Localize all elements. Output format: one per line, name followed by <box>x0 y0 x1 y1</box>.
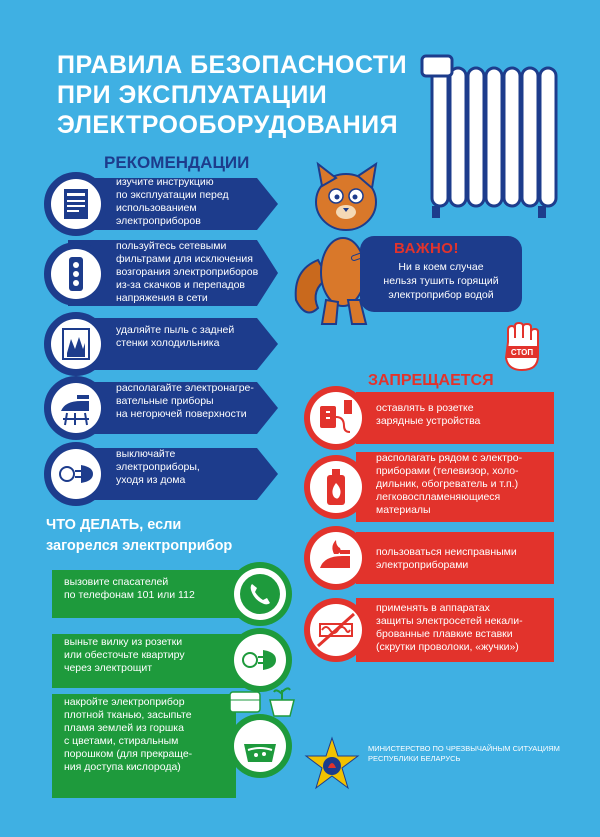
text-line: стенки холодильника <box>116 337 220 349</box>
forbidden-item <box>304 526 556 590</box>
what-to-do-item <box>52 562 296 626</box>
text-line: электроприборов <box>116 215 201 227</box>
ministry-line-2: РЕСПУБЛИКИ БЕЛАРУСЬ <box>368 754 461 763</box>
text-line: брованные плавкие вставки <box>376 628 513 640</box>
charger-in-socket-icon <box>310 392 362 444</box>
stop-hand-icon <box>500 322 544 372</box>
text-line: зарядные устройства <box>376 415 481 427</box>
text-line: защиты электросетей некали- <box>376 615 523 627</box>
recommendation-text <box>116 240 276 305</box>
text-line: приборами (телевизор, холо- <box>376 465 519 477</box>
what-to-do-icon-circle <box>228 562 292 626</box>
recommendation-icon-circle <box>44 172 108 236</box>
what-to-do-item <box>52 628 296 692</box>
forbidden-item <box>304 448 556 526</box>
radiator-icon <box>420 50 560 220</box>
forbidden-text <box>376 402 556 428</box>
text-line: накройте электроприбор <box>64 696 185 708</box>
text-line: напряжения в сети <box>116 292 208 304</box>
recommendation-item <box>44 172 284 236</box>
what-to-do-heading-line-1: ЧТО ДЕЛАТЬ, если <box>46 517 182 533</box>
what-to-do-text <box>64 636 234 675</box>
text-line: располагайте электронагре- <box>116 382 254 394</box>
what-to-do-icon-circle <box>228 714 292 778</box>
text-line: (скрутки проволоки, «жучки») <box>376 641 519 653</box>
wiping-hand-icon <box>51 319 101 369</box>
text-line: вызовите спасателей <box>64 576 169 588</box>
text-line: через электрощит <box>64 662 153 674</box>
recommendation-icon-circle <box>44 376 108 440</box>
text-line: фильтрами для исключения <box>116 253 253 265</box>
text-line: материалы <box>376 504 431 516</box>
title-line-3: ЭЛЕКТРООБОРУДОВАНИЯ <box>57 111 399 139</box>
recommendation-icon-circle <box>44 442 108 506</box>
stop-label: СТОП <box>510 348 534 357</box>
forbidden-item <box>304 594 556 666</box>
title-line-1: ПРАВИЛА БЕЗОПАСНОСТИ <box>57 51 408 79</box>
text-line: электроприборами <box>376 559 469 571</box>
text-line: ния доступа кислорода) <box>64 761 181 773</box>
forbidden-heading: ЗАПРЕЩАЕТСЯ <box>368 372 494 389</box>
flammable-aerosol-icon <box>310 461 362 513</box>
instruction-book-icon <box>51 179 101 229</box>
forbidden-text <box>376 452 556 517</box>
ministry-name <box>368 744 578 764</box>
text-line: плотной тканью, засыпьте <box>64 709 192 721</box>
power-strip-icon <box>51 249 101 299</box>
fuse-wire-icon <box>310 604 362 656</box>
recommendation-text <box>116 176 271 228</box>
unplug-hand-icon <box>234 634 286 686</box>
recommendation-icon-circle <box>44 312 108 376</box>
text-line: по эксплуатации перед <box>116 189 229 201</box>
recommendation-text <box>116 448 271 487</box>
text-line: возгорания электроприборов <box>116 266 259 278</box>
text-line: уходя из дома <box>116 474 186 486</box>
title-line-2: ПРИ ЭКСПЛУАТАЦИИ <box>57 81 328 109</box>
forbidden-icon-circle <box>304 526 368 590</box>
forbidden-icon-circle <box>304 598 368 662</box>
recommendation-text <box>116 382 276 421</box>
recommendation-item <box>44 238 284 312</box>
recommendation-item <box>44 312 284 376</box>
iron-icon <box>51 383 101 433</box>
text-line: изучите инструкцию <box>116 176 214 188</box>
recommendation-item <box>44 442 284 506</box>
what-to-do-heading-line-2: загорелся электроприбор <box>46 538 233 554</box>
text-line: или обесточьте квартиру <box>64 649 185 661</box>
unplug-icon <box>51 449 101 499</box>
text-line: выньте вилку из розетки <box>64 636 183 648</box>
text-line: пламя землей из горшка <box>64 722 184 734</box>
text-line: пользуйтесь сетевыми <box>116 240 227 252</box>
recommendations-heading: РЕКОМЕНДАЦИИ <box>104 153 250 172</box>
text-line: пользоваться неисправными <box>376 546 517 558</box>
burning-iron-icon <box>310 532 362 584</box>
recommendation-icon-circle <box>44 242 108 306</box>
what-to-do-icon-circle <box>228 628 292 692</box>
text-line: на негорючей поверхности <box>116 408 247 420</box>
text-line: выключайте <box>116 448 176 460</box>
text-line: порошком (для прекраще- <box>64 748 193 760</box>
ministry-line-1: МИНИСТЕРСТВО ПО ЧРЕЗВЫЧАЙНЫМ СИТУАЦИЯМ <box>368 744 560 753</box>
forbidden-text <box>376 546 556 572</box>
forbidden-icon-circle <box>304 455 368 519</box>
important-line-1: Ни в коем случае <box>398 261 484 273</box>
text-line: из-за скачков и перепадов <box>116 279 246 291</box>
washing-powder-icon <box>234 720 286 772</box>
text-line: применять в аппаратах <box>376 602 490 614</box>
what-to-do-heading <box>46 515 232 557</box>
text-line: удаляйте пыль с задней <box>116 324 235 336</box>
important-line-2: нельзя тушить горящий <box>383 275 499 287</box>
forbidden-text <box>376 602 556 654</box>
text-line: оставлять в розетке <box>376 402 474 414</box>
phone-icon <box>234 568 286 620</box>
poster-title <box>57 50 417 140</box>
recommendation-item <box>44 376 284 440</box>
forbidden-item <box>304 386 556 450</box>
what-to-do-text <box>64 576 234 602</box>
important-text <box>368 260 514 302</box>
text-line: использованием <box>116 202 197 214</box>
text-line: с цветами, стиральным <box>64 735 179 747</box>
recommendation-text <box>116 324 271 350</box>
text-line: электроприборы, <box>116 461 200 473</box>
what-to-do-text <box>64 696 234 774</box>
text-line: вательные приборы <box>116 395 214 407</box>
text-line: легковоспламеняющиеся <box>376 491 501 503</box>
forbidden-icon-circle <box>304 386 368 450</box>
towel-and-pot-icon <box>228 684 300 718</box>
text-line: дильник, обогреватель и т.п.) <box>376 478 519 490</box>
text-line: располагать рядом с электро- <box>376 452 523 464</box>
important-heading: ВАЖНО! <box>394 240 459 257</box>
ministry-emblem-icon <box>304 736 360 792</box>
important-line-3: электроприбор водой <box>388 289 494 301</box>
text-line: по телефонам 101 или 112 <box>64 589 195 601</box>
